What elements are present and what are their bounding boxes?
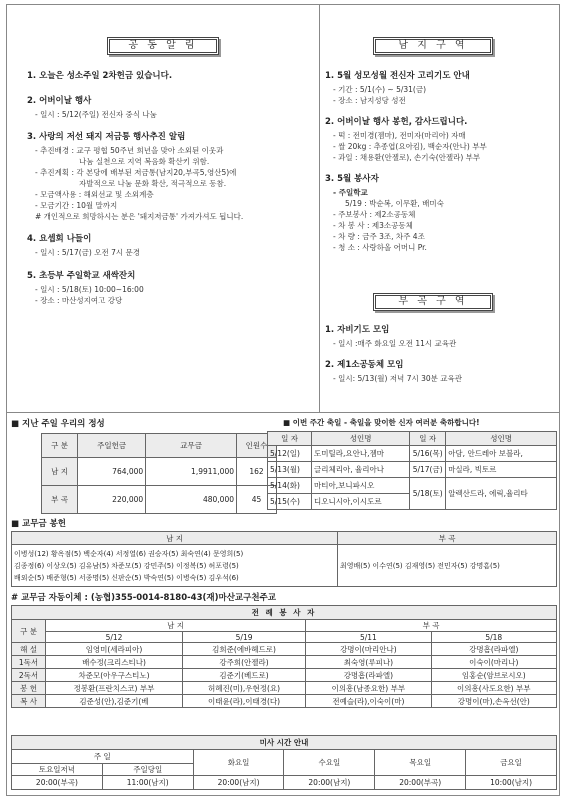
servers-cell: 강주희(안젤라) <box>182 656 305 669</box>
servers-cell: 이의흥(남종요한) 부부 <box>306 682 431 695</box>
mass-title: 미사 시간 안내 <box>12 736 557 750</box>
feast-cell: 도미틸라,요안나,젬마 <box>312 446 410 462</box>
servers-role: 복 사 <box>12 695 46 708</box>
servers-row <box>12 669 557 682</box>
dues-title: ■ 교무금 봉헌 <box>11 519 67 529</box>
namji-item-1-head: 1. 5월 성모성월 전신자 고리기도 안내 <box>325 71 470 81</box>
bugok-list <box>325 323 557 384</box>
namji-item-2 <box>325 115 557 163</box>
bugok-item-2 <box>325 358 557 384</box>
feast-row <box>268 462 557 478</box>
feast-row <box>268 446 557 462</box>
servers-row <box>12 643 557 656</box>
mass-title-row <box>12 736 557 750</box>
offering-header: 주일헌금 <box>78 434 146 458</box>
servers-cell: 배수정(크리스티나) <box>46 656 183 669</box>
common-item-3 <box>27 130 317 222</box>
common-notice-list <box>27 69 317 306</box>
bugok-item-1 <box>325 323 557 349</box>
mass-day: 금요일 <box>466 750 557 776</box>
dues-namji-cell <box>12 545 338 587</box>
bulletin-frame <box>6 4 560 796</box>
servers-cell: 최숙영(루피나) <box>306 656 431 669</box>
offering-cell: 부 곡 <box>42 486 78 514</box>
feast-cell: 5/12(일) <box>268 446 312 462</box>
servers-cell: 허혜진(미),우현정(요) <box>182 682 305 695</box>
namji-item-3-line: 5/19 : 박순복, 이무환, 배미숙 <box>345 199 444 208</box>
namji-title <box>373 37 493 55</box>
feast-header: 일 자 <box>410 432 446 446</box>
mass-time: 20:00(남지) <box>193 776 284 790</box>
offering-row <box>42 486 277 514</box>
common-notice-title-text: 공 동 알 림 <box>109 39 217 53</box>
servers-cell: 이태윤(라),이태경(다) <box>182 695 305 708</box>
servers-role: 2독서 <box>12 669 46 682</box>
dues-bugok-cell: 최영배(5) 이수연(5) 김재영(5) 전민자(5) 강명흠(5) <box>338 545 557 587</box>
servers-group-row <box>12 620 557 632</box>
mass-time: 20:00(남지) <box>284 776 375 790</box>
servers-cell: 전예슬(라),이숙이(마) <box>306 695 431 708</box>
namji-item-2-line: - 과일 : 채용환(안젤로), 손기숙(안젤라) 부부 <box>333 153 481 162</box>
servers-role: 1독서 <box>12 656 46 669</box>
servers-cell: 이의흥(사도요한) 부부 <box>431 682 556 695</box>
common-item-3-line: - 모금액사용 : 해외선교 및 소외계층 <box>35 190 154 199</box>
dues-table <box>11 531 557 587</box>
servers-cell: 강명이(마),손옥선(안) <box>431 695 556 708</box>
common-item-3-line: - 모금기간 : 10월 말까지 <box>35 201 118 210</box>
servers-cell: 임영미(세라피아) <box>46 643 183 656</box>
feast-header: 일 자 <box>268 432 312 446</box>
common-item-2-line: - 일시 : 5/12(주일) 전신자 중식 나눔 <box>35 110 157 119</box>
common-item-5-line: - 장소 : 마산성지여고 강당 <box>35 296 123 305</box>
mass-day: 목요일 <box>375 750 466 776</box>
bugok-item-2-line: - 일시: 5/13(월) 저녁 7시 30분 교육관 <box>333 374 462 383</box>
namji-list <box>325 69 557 253</box>
mass-day: 화요일 <box>193 750 284 776</box>
mass-table <box>11 735 557 790</box>
mass-time: 20:00(부곡) <box>12 776 103 790</box>
servers-row <box>12 682 557 695</box>
servers-row <box>12 656 557 669</box>
dues-namji-line: 김종정(6) 이상오(5) 김유남(5) 차준모(5) 강민주(5) 이정복(5) 허포령(5) <box>14 561 239 570</box>
bugok-title-text: 부 곡 구 역 <box>375 295 491 309</box>
feast-cell: 5/13(월) <box>268 462 312 478</box>
feast-row <box>268 478 557 494</box>
namji-item-3 <box>325 172 557 253</box>
common-item-4 <box>27 232 317 258</box>
namji-item-3-line: - 청 소 : 사랑하올 어머니 Pr. <box>333 243 427 252</box>
mass-day: 수요일 <box>284 750 375 776</box>
feast-title: ■ 이번 주간 축일 - 축일을 맞이한 신자 여러분 축하합니다! <box>283 418 480 427</box>
mass-sat-label: 토요일저녁 <box>12 764 103 776</box>
servers-namji-label: 남 지 <box>46 620 306 632</box>
mass-sunday-label: 주 일 <box>12 750 194 764</box>
common-item-1 <box>27 69 317 81</box>
offering-header: 교무금 <box>146 434 237 458</box>
auto-transfer-note: # 교무금 자동이체 : (농협)355-0014-8180-43(재)마산교구천주교 <box>11 593 276 603</box>
offering-header: 구 분 <box>42 434 78 458</box>
servers-cell: 김준성(안),김준기(베 <box>46 695 183 708</box>
feast-table <box>267 431 557 510</box>
servers-date: 5/11 <box>306 632 431 643</box>
mass-time-row <box>12 776 557 790</box>
offering-cell: 1,9911,000 <box>146 458 237 486</box>
feast-header: 성인명 <box>312 432 410 446</box>
namji-item-1-line: - 장소 : 남지성당 성전 <box>333 96 406 105</box>
servers-date-row <box>12 632 557 643</box>
servers-title-row <box>12 606 557 620</box>
servers-cell: 김희준(에바헤드로) <box>182 643 305 656</box>
bugok-item-1-head: 1. 자비기도 모임 <box>325 325 390 335</box>
namji-item-3-line: - 차 량 : 금주 3조, 차주 4조 <box>333 232 425 241</box>
bugok-item-2-head: 2. 제1소공동체 모임 <box>325 360 404 370</box>
offering-header-row <box>42 434 277 458</box>
offering-table <box>41 433 277 514</box>
servers-cell: 강명이(마리안나) <box>306 643 431 656</box>
feast-cell: 마실라, 빅토르 <box>446 462 557 478</box>
namji-item-1 <box>325 69 557 106</box>
dues-header-row <box>12 532 557 545</box>
feast-cell: 5/16(목) <box>410 446 446 462</box>
feast-cell: 아담, 안드레아 보블라, <box>446 446 557 462</box>
common-item-2-head: 2. 어버이날 행사 <box>27 96 92 106</box>
servers-bugok-label: 부 곡 <box>306 620 557 632</box>
feast-header: 성인명 <box>446 432 557 446</box>
bugok-item-1-line: - 일시 :매주 화요일 오전 11시 교육관 <box>333 339 457 348</box>
common-item-2 <box>27 94 317 120</box>
offering-cell: 220,000 <box>78 486 146 514</box>
dues-namji-line: 배외순(5) 배준형(5) 서종명(5) 신판순(5) 박숙연(5) 이병숙(5) 김우석(6) <box>14 573 239 582</box>
servers-cell: 차준모(아우구스티노) <box>46 669 183 682</box>
offering-cell: 764,000 <box>78 458 146 486</box>
feast-cell: 글리체리아, 율리아나 <box>312 462 410 478</box>
offering-cell: 162 <box>237 458 277 486</box>
offering-cell: 480,000 <box>146 486 237 514</box>
common-item-1-head: 1. 오늘은 성소주일 2차헌금 있습니다. <box>27 71 173 81</box>
servers-cell: 임홍순(암브로시오) <box>431 669 556 682</box>
notice-section <box>7 5 559 413</box>
offering-title: ■ 지난 주일 우리의 정성 <box>11 419 105 429</box>
common-item-5-line: - 일시 : 5/18(토) 10:00~16:00 <box>35 285 144 294</box>
namji-item-1-line: - 기간 : 5/1(수) ~ 5/31(금) <box>333 85 427 94</box>
namji-item-3-line: - 차 봉 사 : 제3소공동체 <box>333 221 413 230</box>
namji-item-2-line: - 떡 : 전미경(젬마), 전미자(마리아) 자매 <box>333 131 466 140</box>
bugok-title <box>373 293 493 311</box>
namji-item-2-line: - 쌀 20kg : 추종엽(요아킴), 백순자(안나) 부부 <box>333 142 487 151</box>
feast-cell: 5/18(토) <box>410 478 446 510</box>
servers-cell: 김준기(베드로) <box>182 669 305 682</box>
common-item-5 <box>27 269 317 306</box>
common-item-4-head: 4. 요셉회 나들이 <box>27 234 92 244</box>
dues-row <box>12 545 557 587</box>
offering-header: 인원수 <box>237 434 277 458</box>
servers-cell: 이숙이(마리나) <box>431 656 556 669</box>
feast-cell: 디오니시아,이시도르 <box>312 494 410 510</box>
servers-role: 봉 헌 <box>12 682 46 695</box>
namji-item-3-head: 3. 5월 봉사자 <box>325 174 379 184</box>
namji-title-text: 남 지 구 역 <box>375 39 491 53</box>
mass-time: 20:00(부곡) <box>375 776 466 790</box>
servers-group-label: 구 분 <box>12 620 46 643</box>
common-item-3-line: 나눔 실천으로 지역 복음화 확산키 위함. <box>79 157 210 166</box>
common-item-3-head: 3. 사랑의 저선 돼지 저금통 행사추진 알림 <box>27 132 186 142</box>
mass-time: 11:00(남지) <box>102 776 193 790</box>
feast-cell: 5/14(화) <box>268 478 312 494</box>
namji-item-3-line: - 주일학교 <box>333 188 368 197</box>
common-item-3-line: # 개인적으로 희망하시는 분은 '돼지저금통' 가져가셔도 됩니다. <box>35 212 244 221</box>
namji-item-2-head: 2. 어버이날 행사 봉헌, 감사드립니다. <box>325 117 468 127</box>
servers-date: 5/19 <box>182 632 305 643</box>
feast-header-row <box>268 432 557 446</box>
column-divider <box>319 5 320 413</box>
feast-cell: 5/17(금) <box>410 462 446 478</box>
servers-row <box>12 695 557 708</box>
mass-time: 10:00(남지) <box>466 776 557 790</box>
dues-header-namji: 남 지 <box>12 532 338 545</box>
servers-date: 5/18 <box>431 632 556 643</box>
feast-cell: 마티아,보니파시오 <box>312 478 410 494</box>
feast-cell: 알렉산드라, 에릭,율리타 <box>446 478 557 510</box>
feast-cell: 5/15(수) <box>268 494 312 510</box>
common-item-3-line: 자발적으로 나눔 문화 확산, 적극적으로 동참. <box>79 179 227 188</box>
mass-sun-label: 주일당일 <box>102 764 193 776</box>
offering-cell: 남 지 <box>42 458 78 486</box>
servers-cell: 강명흠(라파엘) <box>306 669 431 682</box>
offering-cell: 45 <box>237 486 277 514</box>
servers-cell: 정봉환(프란치스코) 부부 <box>46 682 183 695</box>
common-item-3-line: - 추진계획 : 각 본당에 배부된 저금통(남지20,부곡5,영산5)에 <box>35 168 237 177</box>
mass-day-row <box>12 750 557 764</box>
servers-date: 5/12 <box>46 632 183 643</box>
common-notice-title <box>107 37 219 55</box>
common-item-3-line: - 추진배경 : 교구 평협 50주년 희년을 맞아 소외된 이웃과 <box>35 146 224 155</box>
servers-title: 전 례 봉 사 자 <box>12 606 557 620</box>
servers-cell: 강명흠(라파엘) <box>431 643 556 656</box>
dues-header-bugok: 부 곡 <box>338 532 557 545</box>
common-item-5-head: 5. 초등부 주일학교 새싹잔치 <box>27 271 136 281</box>
servers-table <box>11 605 557 708</box>
dues-namji-line: 이병성(12) 황옥점(5) 백순자(4) 서정열(6) 권승자(5) 최숙연(4) 문영희(5) <box>14 549 244 558</box>
servers-role: 해 설 <box>12 643 46 656</box>
namji-item-3-line: - 주보봉사 : 제2소공동체 <box>333 210 416 219</box>
common-item-4-line: - 일시 : 5/17(금) 오전 7시 문경 <box>35 248 140 257</box>
offering-row <box>42 458 277 486</box>
